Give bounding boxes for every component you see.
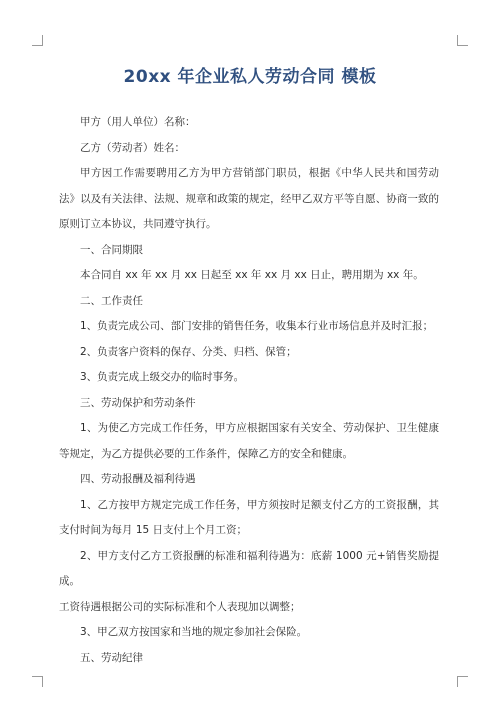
remuneration-item: 1、乙方按甲方规定完成工作任务，甲方须按时足额支付乙方的工资报酬，其支付时间为每月 15 日支付上个月工资； [59,498,439,536]
remuneration-item-continued: 工资待遇根据公司的实际标准和个人表现加以调整； [59,600,301,613]
crop-mark-bottom-left [32,676,43,687]
responsibility-item: 3、负责完成上级交办的临时事务。 [80,371,245,383]
responsibility-item: 2、负责客户资料的保存、分类、归档、保管； [80,345,297,358]
crop-mark-top-right [457,35,468,46]
preamble-paragraph: 甲方因工作需要聘用乙方为甲方营销部门职员，根据《中华人民共和国劳动法》以及有关法律、法规、规章和政策的规定，经甲乙双方平等自愿、协商一致的原则订立本协议，共同遵守执行。 [59,167,439,230]
section-heading-responsibilities: 二、工作责任 [80,294,143,307]
section-heading-contract-term: 一、合同期限 [80,243,143,256]
crop-mark-top-left [32,35,43,46]
section-heading-remuneration: 四、劳动报酬及福利待遇 [80,473,196,485]
labor-protection-item: 1、为使乙方完成工作任务，甲方应根据国家有关安全、劳动保护、卫生健康等规定，为乙方提供必要的工作条件，保障乙方的安全和健康。 [59,422,439,460]
document-body [59,110,439,671]
responsibility-item: 1、负责完成公司、部门安排的销售任务，收集本行业市场信息并及时汇报； [80,320,434,332]
document-title: 20xx 年企业私人劳动合同 模板 [123,67,377,87]
party-a-name-line: 甲方（用人单位）名称： [80,116,196,128]
party-b-name-line: 乙方（劳动者）姓名： [80,141,185,154]
contract-term-paragraph: 本合同自 xx 年 xx 月 xx 日起至 xx 年 xx 月 xx 日止，聘用期为 xx 年。 [80,269,424,281]
section-heading-labor-protection: 三、劳动保护和劳动条件 [80,396,196,409]
remuneration-item: 3、甲乙双方按国家和当地的规定参加社会保险。 [80,626,308,638]
remuneration-item: 2、甲方支付乙方工资报酬的标准和福利待遇为：底薪 1000 元+销售奖励提成。 [59,549,439,587]
section-heading-labor-discipline: 五、劳动纪律 [80,651,143,664]
crop-mark-bottom-right [457,676,468,687]
